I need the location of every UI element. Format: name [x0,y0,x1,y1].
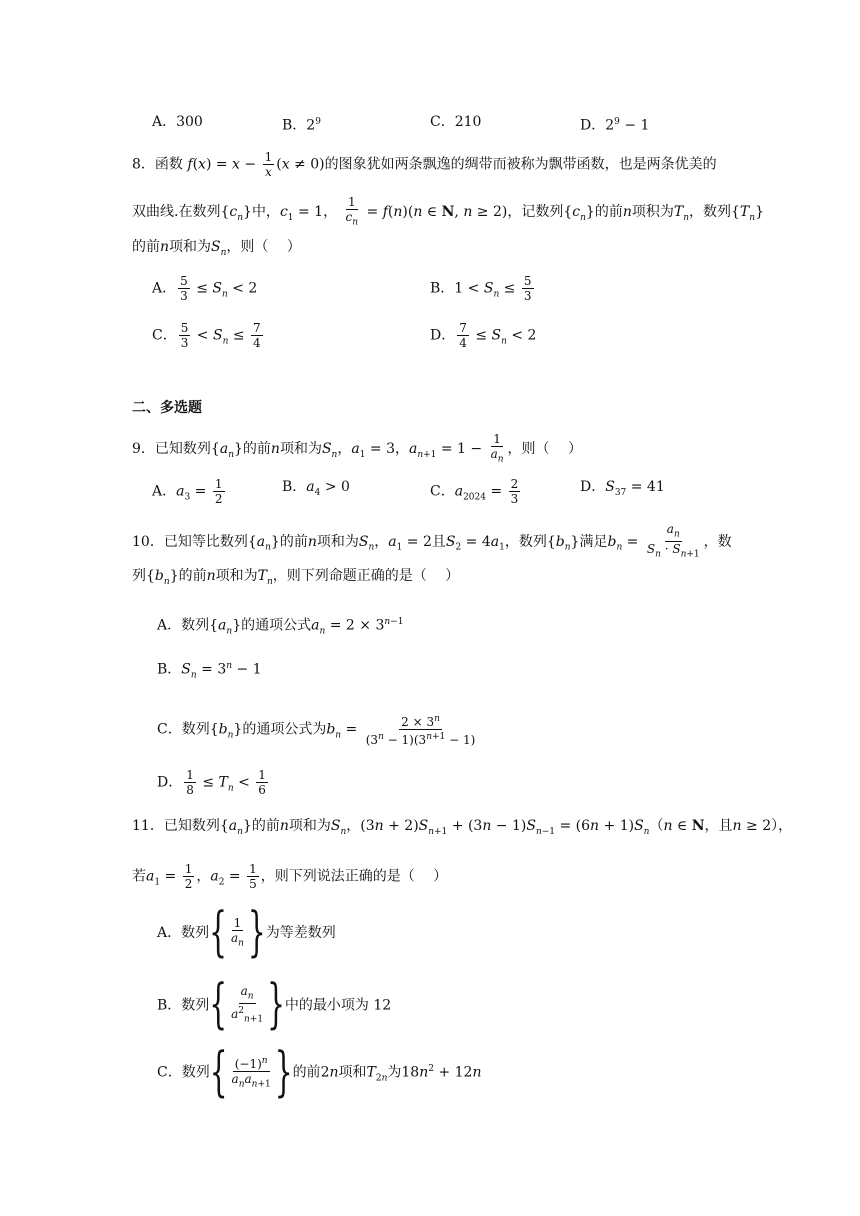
q8-line1: 8．函数 f(x) = x − $\frac{1}{x}$ (x ≠ 0)的图象犹如两条飘逸的绸带而被称为飘带函数，也是两条优美的 [132,150,717,179]
q10-option-d: D． $\frac{1}{8}$ ≤ $T_n$ < $\frac{1}{6}$ [157,768,266,797]
q8-option-a: A． $\frac{5}{3}$ ≤ $S_n < 2$ [152,274,258,303]
q7-option-b: B．$2^9$ [282,117,321,134]
q7-option-a: A．300 [152,114,203,130]
q9-option-d: D．$S_{37} = 41$ [580,479,665,498]
q9-option-a: A．$a_3$ = $\frac{1}{2}$ [152,477,223,506]
q10-option-a: A．数列$\{a_n\}$的通项公式$a_n = 2 \times 3^{n-1}$ [157,617,404,637]
q9-option-c: C．$a_{2024}$ = $\frac{2}{3}$ [430,477,519,506]
q11-option-a: A．数列{ $\frac{1}{a_n}$ }为等差数列 [157,900,336,964]
q10-stem: 10．已知等比数列$\{a_n\}$的前n项和为$S_n$，$a_1 = 2$且$S_2 = 4a_1$，数列$\{b_n\}$满足$b_n$ = $\frac{a_n}{S_n \cdot S_{n+1}}$ ，数 [132,522,732,560]
q8-line3: 的前n项和为$S_n$，则（ ） [132,239,301,258]
q8-line2: 双曲线.在数列$\{c_n\}$中，$c_1 = 1$， $\frac{1}{c_n}$ = f(n)(n ∈ N, n ≥ 2)，记数列$\{c_n\}$的前n项积为$T_n$，数列$\{T_n\}$ [132,195,764,228]
q11-line2: 若$a_1$ = $\frac{1}{2}$ ，$a_2$ = $\frac{1}{5}$ ，则下列说法正确的是（ ） [132,862,448,891]
section-heading: 二、多选题 [132,400,202,416]
q7-option-c: C．210 [430,114,482,130]
q8-option-b: B．$1 < S_n$ ≤ $\frac{5}{3}$ [430,274,532,303]
q10-line2: 列$\{b_n\}$的前n项和为$T_n$，则下列命题正确的是（ ） [132,568,460,587]
q10-option-c: C．数列$\{b_n\}$的通项公式为$b_n$ = $\frac{2 \times 3^n}{(3^n - 1)(3^{n+1} - 1)}$ [157,714,476,747]
q7-option-d: D．$2^9 - 1$ [580,117,650,134]
q9-option-b: B．$a_4 > 0$ [282,479,350,498]
q8-option-d: D． $\frac{7}{4}$ ≤ $S_n < 2$ [430,321,537,350]
q8-option-c: C． $\frac{5}{3}$ < $S_n$ ≤ $\frac{7}{4}$ [152,321,261,350]
q11-stem: 11．已知数列$\{a_n\}$的前n项和为$S_n$，$(3n + 2)S_{n+1} + (3n - 1)S_{n-1} = (6n + 1)S_n(n$ ∈ N，且n ≥ 2）， [132,818,793,837]
q10-option-b: B．$S_n = 3^n - 1$ [157,661,262,681]
q11-option-b: B．数列{ $\frac{a_n}{a^2_{n+1}}$ }中的最小项为 12 [157,973,392,1036]
q11-option-c: C．数列{ $\frac{(-1)^n}{a_na_{n+1}}$ }的前2n项和$T_{2n}$为$18n^2 + 12n$ [157,1040,482,1104]
q9-stem: 9．已知数列$\{a_n\}$的前n项和为$S_n$，$a_1 = 3$，$a_{n+1} = 1$ − $\frac{1}{a_n}$ ，则（ ） [132,432,582,465]
